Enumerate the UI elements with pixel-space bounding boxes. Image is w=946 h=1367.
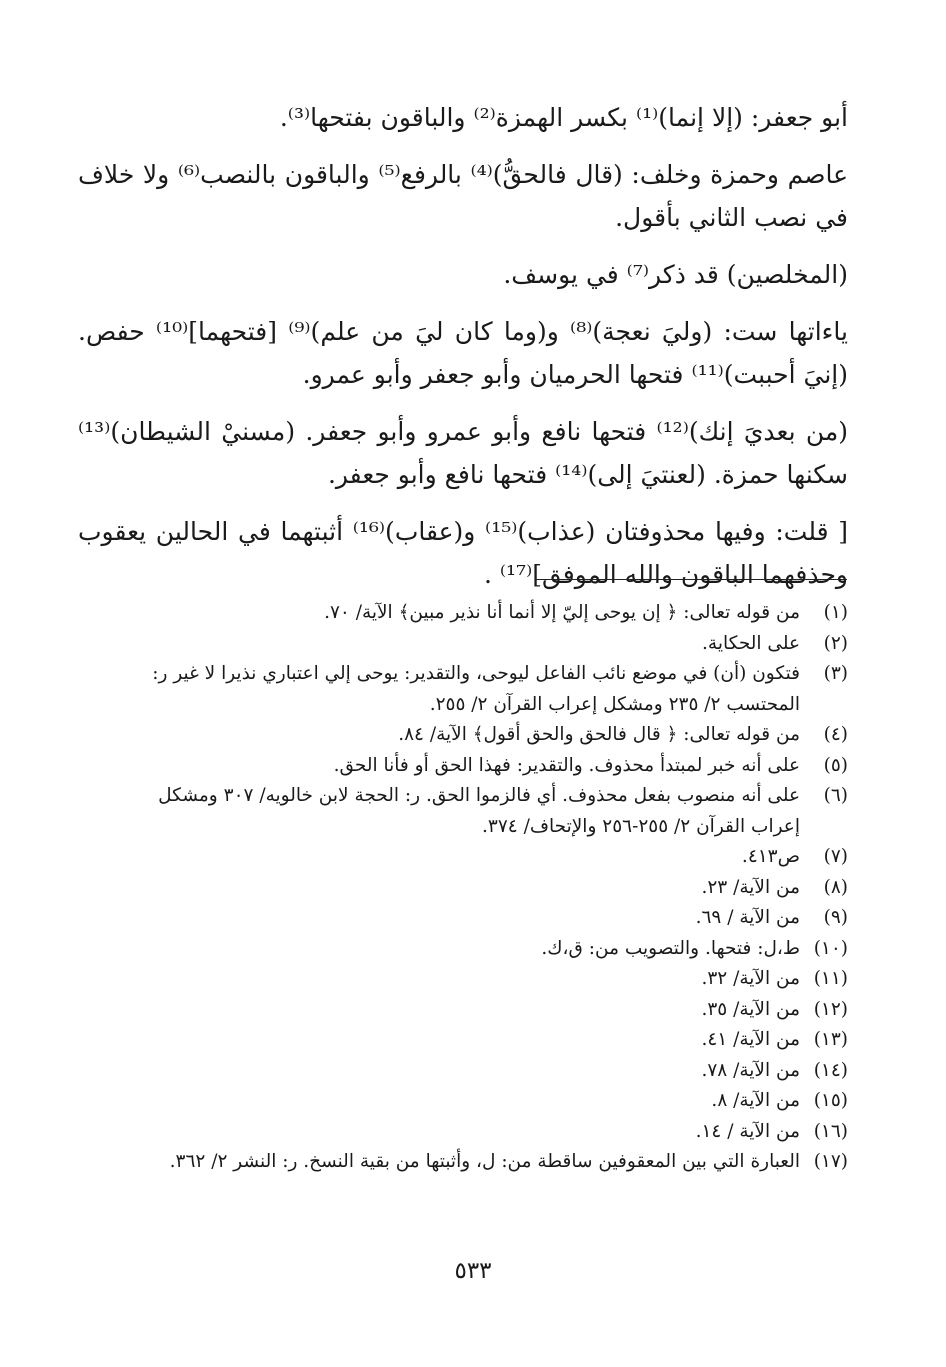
paragraph-2: عاصم وحمزة وخلف: (قال فالحقُّ)⁽⁴⁾ بالرفع⁽⁵⁾ والباقون بالنصب⁽⁶⁾ ولا خلاف في نصب الثاني بأقول. xyxy=(78,160,848,232)
footnote-text: ص٤١٣. xyxy=(741,846,800,867)
footnote-number: (٥) xyxy=(823,754,848,776)
footnote-text: من الآية / ٦٩. xyxy=(695,907,800,928)
footnote-4 xyxy=(150,720,848,751)
footnote-7 xyxy=(150,842,848,873)
main-text-block xyxy=(78,96,848,596)
footnote-text: من قوله تعالى: ﴿ إن يوحى إليّ إلا أنما أنا نذير مبين﴾ الآية/ ٧٠. xyxy=(324,602,800,623)
footnote-text: فتكون (أن) في موضع نائب الفاعل ليوحى، والتقدير: يوحى إلي اعتباري نذيرا لا غير ر: المحتسب ٢/ ٢٣٥ ومشكل إعراب القرآن ٢/ ٢٥٥. xyxy=(152,663,800,715)
footnote-text: من قوله تعالى: ﴿ قال فالحق والحق أقول﴾ الآية/ ٨٤. xyxy=(398,724,800,745)
footnote-text: على أنه خبر لمبتدأ محذوف. والتقدير: فهذا الحق أو فأنا الحق. xyxy=(333,754,800,776)
footnote-3 xyxy=(150,659,848,720)
footnote-number: (٧) xyxy=(823,846,848,867)
footnote-text: من الآية/ ٤١. xyxy=(701,1029,800,1050)
footnote-text: من الآية/ ٣٢. xyxy=(701,968,800,989)
footnote-number: (١٦) xyxy=(813,1120,848,1142)
footnote-number: (٤) xyxy=(823,724,848,745)
page-number: ٥٣٣ xyxy=(454,1258,492,1284)
footnote-16 xyxy=(150,1117,848,1148)
footnote-12 xyxy=(150,995,848,1026)
paragraph-6: [ قلت: وفيها محذوفتان (عذاب)⁽¹⁵⁾ و(عقاب)⁽¹⁶⁾ أثبتهما في الحالين يعقوب وحذفهما الباقون والله الموفق]⁽¹⁷⁾ . xyxy=(78,517,848,589)
footnote-9 xyxy=(150,903,848,934)
footnote-15 xyxy=(150,1086,848,1117)
footnote-2 xyxy=(150,629,848,660)
footnote-text: على الحكاية. xyxy=(702,632,800,654)
footnote-13 xyxy=(150,1025,848,1056)
footnote-number: (١٣) xyxy=(813,1029,848,1050)
footnote-number: (١٥) xyxy=(813,1090,848,1111)
footnote-6 xyxy=(150,781,848,842)
footnote-number: (٣) xyxy=(823,663,848,684)
footnote-number: (٢) xyxy=(823,632,848,654)
paragraph-1: أبو جعفر: (إلا إنما)⁽¹⁾ بكسر الهمزة⁽²⁾ والباقون بفتحها⁽³⁾. xyxy=(279,103,848,132)
footnote-text: العبارة التي بين المعقوفين ساقطة من: ل، وأثبتها من بقية النسخ. ر: النشر ٢/ ٣٦٢. xyxy=(169,1151,800,1172)
paragraph-3: (المخلصين) قد ذكر⁽⁷⁾ في يوسف. xyxy=(503,260,848,289)
footnote-text: ط،ل: فتحها. والتصويب من: ق،ك. xyxy=(541,937,800,959)
footnotes-list xyxy=(150,598,848,1178)
footnote-5 xyxy=(150,751,848,782)
footnote-text: على أنه منصوب بفعل محذوف. أي فالزموا الحق. ر: الحجة لابن خالويه/ ٣٠٧ ومشكل إعراب القرآن ٢/ ٢٥٥-٢٥٦ والإتحاف/ ٣٧٤. xyxy=(158,785,800,837)
footnote-text: من الآية/ ٨. xyxy=(711,1090,800,1111)
footnote-17 xyxy=(150,1147,848,1178)
footnote-number: (٨) xyxy=(823,876,848,898)
footnote-number: (٩) xyxy=(823,907,848,928)
footnote-number: (٦) xyxy=(823,785,848,806)
footnote-8 xyxy=(150,873,848,904)
footnote-text: من الآية/ ٧٨. xyxy=(701,1059,800,1081)
footnote-number: (١٧) xyxy=(813,1151,848,1172)
footnote-11 xyxy=(150,964,848,995)
footnote-text: من الآية/ ٣٥. xyxy=(701,998,800,1020)
footnote-number: (١٠) xyxy=(813,937,848,959)
footnote-number: (١) xyxy=(823,602,848,623)
paragraph-5: (من بعديَ إنك)⁽¹²⁾ فتحها نافع وأبو عمرو وأبو جعفر. (مسنيْ الشيطان)⁽¹³⁾ سكنها حمزة. (لعنتيَ إلى)⁽¹⁴⁾ فتحها نافع وأبو جعفر. xyxy=(78,417,848,489)
footnote-divider xyxy=(535,579,847,580)
footnote-number: (١١) xyxy=(813,968,848,989)
footnote-14 xyxy=(150,1056,848,1087)
footnote-number: (١٤) xyxy=(813,1059,848,1081)
paragraph-4: ياءاتها ست: (وليَ نعجة)⁽⁸⁾ و(وما كان ليَ من علم)⁽⁹⁾ [فتحهما]⁽¹⁰⁾ حفص. (إنيَ أحببت)⁽¹¹⁾ فتحها الحرميان وأبو جعفر وأبو عمرو. xyxy=(78,317,849,389)
footnote-1 xyxy=(150,598,848,629)
footnote-number: (١٢) xyxy=(813,998,848,1020)
footnote-10 xyxy=(150,934,848,965)
footnote-text: من الآية/ ٢٣. xyxy=(701,876,800,898)
footnote-text: من الآية / ١٤. xyxy=(695,1120,800,1142)
